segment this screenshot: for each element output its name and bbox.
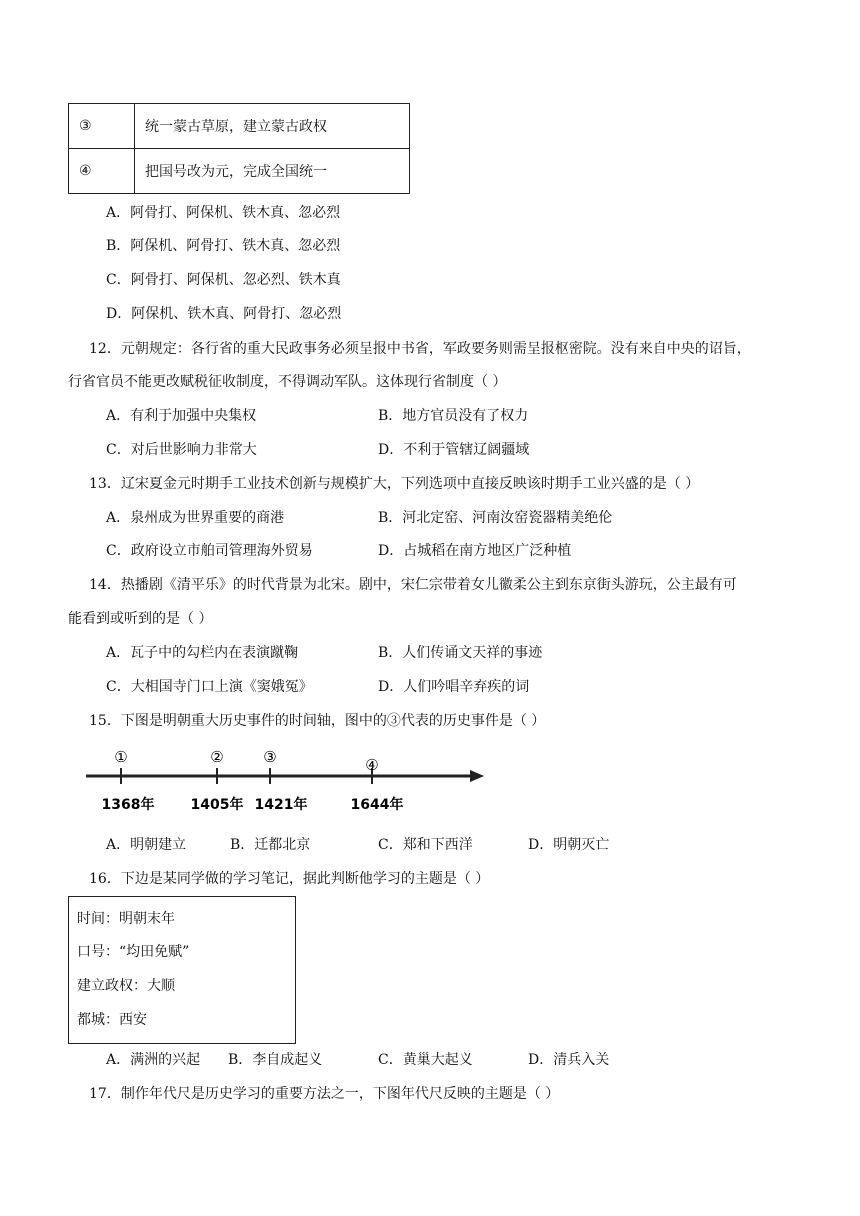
study-notes-box [68, 896, 296, 1044]
table-cell-text: 统一蒙古草原，建立蒙古政权 [135, 104, 410, 149]
q14-option-c: C．大相国寺门口上演《窦娥冤》 [106, 679, 313, 695]
q15-option-b: B．迁都北京 [230, 837, 311, 853]
q11-option-c: C．阿骨打、阿保机、忽必烈、铁木真 [106, 272, 341, 288]
q12-option-b: B．地方官员没有了权力 [378, 408, 529, 424]
q14-stem-line2: 能看到或听到的是（ ） [68, 611, 213, 627]
q13-option-c: C．政府设立市舶司管理海外贸易 [106, 543, 313, 559]
q14-option-a: A．瓦子中的勾栏内在表演蹴鞠 [106, 645, 299, 661]
q12-stem-line2: 行省官员不能更改赋税征收制度，不得调动军队。这体现行省制度（ ） [68, 374, 507, 390]
ming-dynasty-timeline [84, 746, 494, 822]
q13-option-a: A．泉州成为世界重要的商港 [106, 510, 285, 526]
q12-option-a: A．有利于加强中央集权 [106, 408, 257, 424]
q15-stem: 15．下图是明朝重大历史事件的时间轴，图中的③代表的历史事件是（ ） [89, 713, 546, 729]
q11-option-d: D．阿保机、铁木真、阿骨打、忽必烈 [106, 306, 342, 322]
notes-line-slogan: 口号：“均田免赋” [77, 944, 190, 960]
q12-option-c: C．对后世影响力非常大 [106, 442, 257, 458]
q16-stem: 16．下边是某同学做的学习笔记，据此判断他学习的主题是（ ） [89, 871, 490, 887]
q11-option-a: A．阿骨打、阿保机、铁木真、忽必烈 [106, 205, 341, 221]
question-11-table [68, 103, 410, 194]
timeline-year-2: 1405年 [190, 797, 244, 813]
table-row [69, 149, 410, 194]
q14-option-b: B．人们传诵文天祥的事迹 [378, 645, 543, 661]
timeline-year-4: 1644年 [350, 797, 404, 813]
q12-stem-line1: 12．元朝规定：各行省的重大民政事务必须呈报中书省，军政要务则需呈报枢密院。没有来自中央的诏旨， [89, 341, 751, 357]
table-cell-number: ③ [69, 104, 135, 149]
table-cell-number: ④ [69, 149, 135, 194]
timeline-year-1: 1368年 [101, 797, 155, 813]
q15-option-c: C．郑和下西洋 [378, 837, 473, 853]
q16-option-a: A．满洲的兴起 [106, 1052, 201, 1068]
q16-option-d: D．清兵入关 [528, 1052, 610, 1068]
notes-line-capital: 都城：西安 [77, 1012, 147, 1028]
q13-stem: 13．辽宋夏金元时期手工业技术创新与规模扩大，下列选项中直接反映该时期手工业兴盛的是（ ） [89, 476, 700, 492]
timeline-marker-4: ④ [365, 756, 379, 774]
notes-line-regime: 建立政权：大顺 [77, 978, 175, 994]
q12-option-d: D．不利于管辖辽阔疆域 [378, 442, 530, 458]
q15-option-d: D．明朝灭亡 [528, 837, 610, 853]
q17-stem: 17．制作年代尺是历史学习的重要方法之一，下图年代尺反映的主题是（ ） [89, 1086, 560, 1102]
timeline-marker-1: ① [114, 748, 128, 766]
q14-option-d: D．人们吟唱辛弃疾的词 [378, 679, 530, 695]
q16-option-b: B．李自成起义 [228, 1052, 323, 1068]
q14-stem-line1: 14．热播剧《清平乐》的时代背景为北宋。剧中，宋仁宗带着女儿徽柔公主到东京街头游玩，公主最有可 [89, 577, 737, 593]
q11-option-b: B．阿保机、阿骨打、铁木真、忽必烈 [106, 238, 341, 254]
notes-line-time: 时间：明朝末年 [77, 911, 175, 927]
table-cell-text: 把国号改为元，完成全国统一 [135, 149, 410, 194]
table-row [69, 104, 410, 149]
q13-option-b: B．河北定窑、河南汝窑瓷器精美绝伦 [378, 510, 613, 526]
timeline-marker-2: ② [210, 748, 224, 766]
q13-option-d: D．占城稻在南方地区广泛种植 [378, 543, 572, 559]
q16-option-c: C．黄巢大起义 [378, 1052, 473, 1068]
q15-option-a: A．明朝建立 [106, 837, 187, 853]
timeline-year-3: 1421年 [254, 797, 308, 813]
timeline-arrowhead [470, 770, 484, 782]
timeline-marker-3: ③ [263, 748, 277, 766]
